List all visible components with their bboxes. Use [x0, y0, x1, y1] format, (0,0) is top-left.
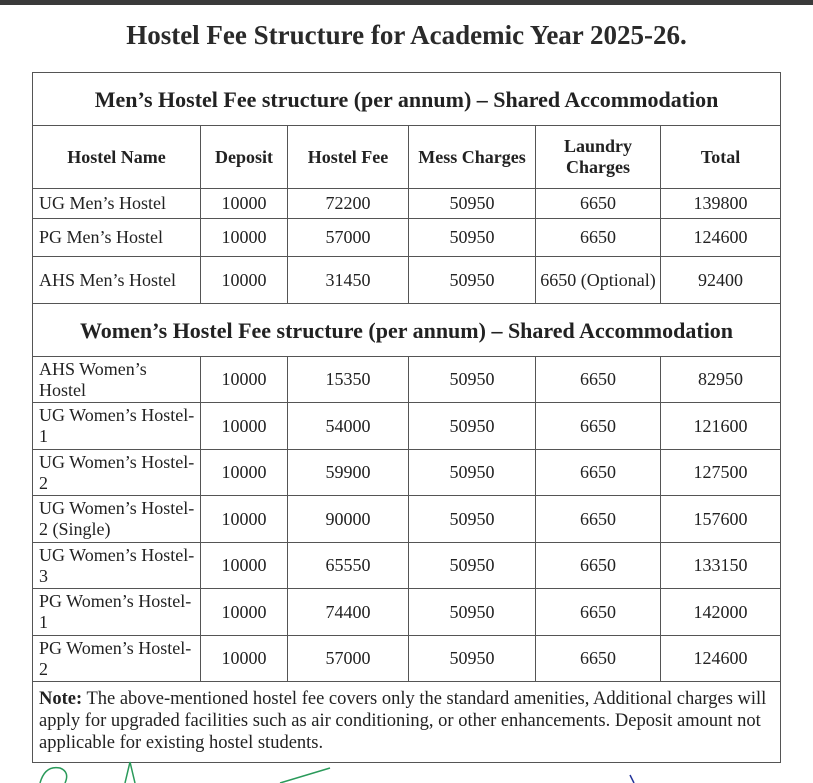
fee-cell: 124600 [661, 636, 781, 682]
fee-cell: 6650 [536, 357, 661, 403]
fee-cell: 50950 [409, 357, 536, 403]
table-row [33, 543, 781, 589]
table-row [33, 219, 781, 257]
note-label: Note: [39, 689, 83, 709]
column-header: Total [661, 126, 781, 189]
column-header: Laundry Charges [536, 126, 661, 189]
fee-cell: 139800 [661, 189, 781, 219]
table-row [33, 357, 781, 403]
fee-cell: 10000 [201, 403, 288, 450]
column-header: Deposit [201, 126, 288, 189]
fee-cell: 50950 [409, 189, 536, 219]
fee-cell: 121600 [661, 403, 781, 450]
note-row [33, 682, 781, 763]
hostel-name-cell: PG Women’s Hostel-1 [33, 589, 201, 636]
fee-cell: 124600 [661, 219, 781, 257]
fee-cell: 10000 [201, 219, 288, 257]
fee-cell: 59900 [288, 450, 409, 496]
women-section-heading: Women’s Hostel Fee structure (per annum) – Shared Accommodation [33, 304, 781, 357]
hostel-name-cell: AHS Men’s Hostel [33, 257, 201, 304]
fee-cell: 10000 [201, 636, 288, 682]
signature-marks [0, 760, 813, 783]
women-section-heading-row [33, 304, 781, 357]
fee-cell: 50950 [409, 403, 536, 450]
table-row [33, 403, 781, 450]
fee-cell: 31450 [288, 257, 409, 304]
hostel-name-cell: PG Men’s Hostel [33, 219, 201, 257]
fee-table [32, 72, 781, 763]
fee-cell: 10000 [201, 450, 288, 496]
hostel-name-cell: PG Women’s Hostel-2 [33, 636, 201, 682]
fee-cell: 82950 [661, 357, 781, 403]
fee-cell: 6650 [536, 543, 661, 589]
column-header: Hostel Name [33, 126, 201, 189]
table-row [33, 496, 781, 543]
fee-cell: 50950 [409, 219, 536, 257]
table-row [33, 189, 781, 219]
fee-cell: 50950 [409, 589, 536, 636]
table-row [33, 257, 781, 304]
column-header: Mess Charges [409, 126, 536, 189]
fee-cell: 10000 [201, 543, 288, 589]
table-row [33, 636, 781, 682]
fee-cell: 6650 [536, 589, 661, 636]
scan-top-edge [0, 0, 813, 5]
fee-cell: 15350 [288, 357, 409, 403]
fee-cell: 90000 [288, 496, 409, 543]
fee-cell: 6650 [536, 450, 661, 496]
hostel-name-cell: AHS Women’s Hostel [33, 357, 201, 403]
hostel-name-cell: UG Men’s Hostel [33, 189, 201, 219]
fee-cell: 57000 [288, 219, 409, 257]
hostel-name-cell: UG Women’s Hostel-3 [33, 543, 201, 589]
fee-cell: 10000 [201, 496, 288, 543]
fee-cell: 133150 [661, 543, 781, 589]
fee-cell: 72200 [288, 189, 409, 219]
column-header: Hostel Fee [288, 126, 409, 189]
fee-cell: 50950 [409, 257, 536, 304]
note-text: The above-mentioned hostel fee covers only the standard amenities, Additional charges will apply for upgraded facilities such as air conditioning, or other enhancements. Deposit amount not applicable for existing hostel students. [39, 689, 767, 753]
table-row [33, 450, 781, 496]
fee-cell: 10000 [201, 189, 288, 219]
fee-cell: 50950 [409, 450, 536, 496]
fee-cell: 6650 [536, 496, 661, 543]
fee-cell: 6650 [536, 189, 661, 219]
fee-cell: 50950 [409, 636, 536, 682]
fee-cell: 50950 [409, 543, 536, 589]
fee-cell: 127500 [661, 450, 781, 496]
fee-cell: 50950 [409, 496, 536, 543]
table-row [33, 589, 781, 636]
fee-cell: 92400 [661, 257, 781, 304]
fee-cell: 6650 [536, 219, 661, 257]
men-section-heading: Men’s Hostel Fee structure (per annum) – Shared Accommodation [33, 73, 781, 126]
fee-cell: 10000 [201, 589, 288, 636]
fee-cell: 142000 [661, 589, 781, 636]
fee-cell: 157600 [661, 496, 781, 543]
fee-cell: 54000 [288, 403, 409, 450]
men-section-heading-row [33, 73, 781, 126]
fee-cell: 6650 [536, 636, 661, 682]
page-title: Hostel Fee Structure for Academic Year 2025-26. [126, 20, 687, 50]
hostel-name-cell: UG Women’s Hostel-2 (Single) [33, 496, 201, 543]
fee-cell: 6650 [536, 403, 661, 450]
fee-cell: 65550 [288, 543, 409, 589]
fee-cell: 10000 [201, 357, 288, 403]
hostel-name-cell: UG Women’s Hostel-2 [33, 450, 201, 496]
fee-cell: 10000 [201, 257, 288, 304]
fee-cell: 74400 [288, 589, 409, 636]
fee-cell: 57000 [288, 636, 409, 682]
fee-cell: 6650 (Optional) [536, 257, 661, 304]
header-row [33, 126, 781, 189]
hostel-name-cell: UG Women’s Hostel-1 [33, 403, 201, 450]
note-cell [33, 682, 781, 763]
